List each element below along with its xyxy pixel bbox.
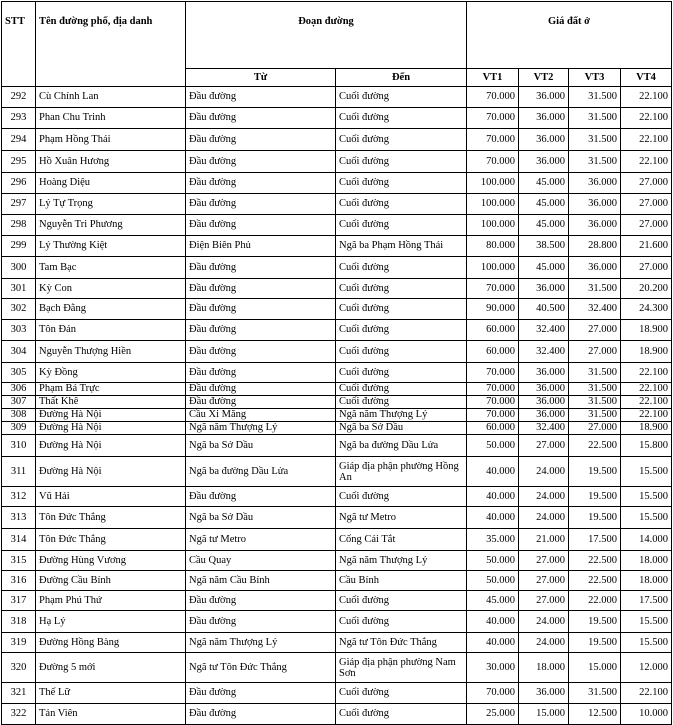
cell-street-name: Nguyễn Tri Phương [36,215,186,236]
cell-vt3: 31.500 [569,108,621,129]
cell-to: Ngã tư Tôn Đức Thắng [336,633,467,653]
cell-vt2: 32.400 [519,341,569,363]
cell-street-name: Đường Hồng Bàng [36,633,186,653]
cell-vt4: 21.600 [621,236,672,257]
header-land-price: Giá đất ở [467,2,672,69]
cell-stt: 304 [2,341,36,363]
cell-vt4: 17.500 [621,591,672,611]
cell-vt3: 17.500 [569,529,621,551]
cell-from: Ngã năm Thượng Lý [186,633,336,653]
cell-stt: 298 [2,215,36,236]
table-row [2,487,672,507]
cell-vt1: 100.000 [467,257,519,279]
cell-to: Cuối đường [336,299,467,320]
cell-street-name: Hoàng Diệu [36,173,186,194]
cell-to: Ngã tư Metro [336,507,467,529]
cell-vt4: 15.500 [621,611,672,633]
cell-vt3: 31.500 [569,683,621,704]
cell-vt3: 36.000 [569,257,621,279]
cell-street-name: Đường Hà Nội [36,409,186,422]
cell-from: Đầu đường [186,108,336,129]
cell-vt4: 18.900 [621,320,672,341]
cell-vt4: 27.000 [621,215,672,236]
cell-vt1: 40.000 [467,633,519,653]
cell-vt1: 70.000 [467,108,519,129]
header-from: Từ [186,69,336,87]
cell-from: Đầu đường [186,194,336,215]
cell-vt3: 12.500 [569,704,621,725]
cell-vt3: 31.500 [569,151,621,173]
cell-from: Ngã tư Metro [186,529,336,551]
header-vt4: VT4 [621,69,672,87]
cell-vt4: 15.500 [621,457,672,487]
header-stt: STT [2,2,36,87]
table-row [2,108,672,129]
cell-from: Đầu đường [186,487,336,507]
cell-to: Cuối đường [336,611,467,633]
cell-from: Đầu đường [186,151,336,173]
cell-vt4: 15.800 [621,435,672,457]
table-row [2,173,672,194]
cell-vt1: 100.000 [467,173,519,194]
header-segment: Đoạn đường [186,2,467,69]
cell-to: Cống Cái Tắt [336,529,467,551]
cell-stt: 306 [2,383,36,396]
table-row [2,551,672,571]
cell-vt4: 18.000 [621,571,672,591]
cell-from: Ngã ba Sở Dầu [186,507,336,529]
cell-to: Cuối đường [336,87,467,108]
cell-to: Cuối đường [336,151,467,173]
cell-vt2: 24.000 [519,487,569,507]
cell-vt3: 19.500 [569,457,621,487]
cell-vt3: 31.500 [569,383,621,396]
cell-vt4: 18.900 [621,422,672,435]
table-row [2,591,672,611]
table-row [2,683,672,704]
cell-vt3: 27.000 [569,320,621,341]
cell-to: Ngã ba Phạm Hồng Thái [336,236,467,257]
cell-vt4: 22.100 [621,151,672,173]
cell-stt: 292 [2,87,36,108]
cell-to: Ngã năm Thượng Lý [336,551,467,571]
cell-to: Cuối đường [336,591,467,611]
cell-vt2: 18.000 [519,653,569,683]
cell-stt: 302 [2,299,36,320]
cell-to: Cuối đường [336,683,467,704]
cell-street-name: Tôn Đức Thắng [36,529,186,551]
cell-vt2: 45.000 [519,194,569,215]
cell-vt3: 22.500 [569,551,621,571]
cell-vt1: 100.000 [467,194,519,215]
cell-vt4: 27.000 [621,257,672,279]
cell-vt1: 70.000 [467,87,519,108]
cell-street-name: Hồ Xuân Hương [36,151,186,173]
cell-vt3: 31.500 [569,363,621,383]
cell-to: Ngã ba đường Dầu Lửa [336,435,467,457]
cell-vt4: 22.100 [621,363,672,383]
cell-vt3: 31.500 [569,409,621,422]
cell-vt2: 24.000 [519,611,569,633]
table-row [2,279,672,299]
cell-street-name: Nguyễn Thượng Hiền [36,341,186,363]
cell-street-name: Thế Lữ [36,683,186,704]
cell-from: Đầu đường [186,383,336,396]
cell-vt1: 70.000 [467,383,519,396]
cell-stt: 314 [2,529,36,551]
cell-vt1: 40.000 [467,487,519,507]
cell-from: Đầu đường [186,279,336,299]
cell-stt: 312 [2,487,36,507]
cell-stt: 316 [2,571,36,591]
cell-from: Đầu đường [186,704,336,725]
cell-to: Cuối đường [336,487,467,507]
table-row [2,194,672,215]
cell-street-name: Đường Hà Nội [36,422,186,435]
cell-stt: 315 [2,551,36,571]
cell-from: Đầu đường [186,215,336,236]
cell-vt3: 36.000 [569,215,621,236]
cell-street-name: Đường 5 mới [36,653,186,683]
cell-to: Giáp địa phận phường Nam Sơn [336,653,467,683]
cell-to: Ngã năm Thượng Lý [336,409,467,422]
cell-vt4: 10.000 [621,704,672,725]
cell-vt2: 38.500 [519,236,569,257]
table-row [2,151,672,173]
cell-from: Đầu đường [186,299,336,320]
cell-street-name: Lý Tự Trọng [36,194,186,215]
cell-from: Đầu đường [186,129,336,151]
cell-street-name: Cù Chính Lan [36,87,186,108]
cell-vt4: 22.100 [621,409,672,422]
cell-vt4: 12.000 [621,653,672,683]
cell-to: Cuối đường [336,129,467,151]
cell-to: Cuối đường [336,396,467,409]
cell-vt2: 27.000 [519,571,569,591]
cell-vt3: 36.000 [569,194,621,215]
cell-from: Đầu đường [186,341,336,363]
cell-vt1: 70.000 [467,363,519,383]
cell-stt: 303 [2,320,36,341]
cell-vt2: 40.500 [519,299,569,320]
cell-vt1: 40.000 [467,611,519,633]
cell-vt3: 19.500 [569,507,621,529]
cell-from: Đầu đường [186,396,336,409]
table-row [2,363,672,383]
cell-vt4: 15.500 [621,487,672,507]
cell-stt: 294 [2,129,36,151]
cell-vt4: 27.000 [621,194,672,215]
cell-stt: 299 [2,236,36,257]
cell-vt2: 36.000 [519,129,569,151]
cell-vt3: 19.500 [569,611,621,633]
table-row [2,129,672,151]
cell-vt1: 60.000 [467,341,519,363]
table-row [2,257,672,279]
cell-stt: 293 [2,108,36,129]
table-row [2,435,672,457]
cell-stt: 295 [2,151,36,173]
cell-to: Cuối đường [336,383,467,396]
cell-from: Cầu Quay [186,551,336,571]
cell-to: Cuối đường [336,194,467,215]
cell-vt2: 24.000 [519,457,569,487]
cell-vt4: 18.000 [621,551,672,571]
cell-vt2: 36.000 [519,683,569,704]
cell-from: Đầu đường [186,363,336,383]
cell-vt2: 36.000 [519,409,569,422]
cell-vt3: 31.500 [569,129,621,151]
cell-vt2: 36.000 [519,151,569,173]
cell-vt2: 15.000 [519,704,569,725]
table-row [2,215,672,236]
header-vt3: VT3 [569,69,621,87]
cell-street-name: Đường Hà Nội [36,435,186,457]
table-row [2,704,672,725]
cell-vt4: 15.500 [621,633,672,653]
cell-stt: 310 [2,435,36,457]
cell-to: Cuối đường [336,173,467,194]
cell-from: Đầu đường [186,87,336,108]
table-row [2,457,672,487]
cell-vt4: 22.100 [621,383,672,396]
cell-vt1: 70.000 [467,279,519,299]
cell-vt2: 32.400 [519,422,569,435]
table-row [2,611,672,633]
cell-street-name: Đường Hà Nội [36,457,186,487]
cell-street-name: Kỳ Con [36,279,186,299]
cell-vt2: 36.000 [519,108,569,129]
cell-vt2: 24.000 [519,507,569,529]
cell-street-name: Phạm Hồng Thái [36,129,186,151]
cell-vt2: 21.000 [519,529,569,551]
cell-street-name: Kỳ Đồng [36,363,186,383]
cell-vt1: 70.000 [467,151,519,173]
cell-street-name: Thất Khê [36,396,186,409]
cell-stt: 317 [2,591,36,611]
cell-street-name: Vũ Hải [36,487,186,507]
header-to: Đến [336,69,467,87]
cell-to: Giáp địa phận phường Hồng An [336,457,467,487]
cell-stt: 305 [2,363,36,383]
table-row [2,383,672,396]
cell-street-name: Lý Thường Kiệt [36,236,186,257]
cell-vt3: 28.800 [569,236,621,257]
cell-vt2: 45.000 [519,173,569,194]
cell-vt1: 25.000 [467,704,519,725]
cell-vt3: 31.500 [569,396,621,409]
cell-stt: 297 [2,194,36,215]
cell-street-name: Phan Chu Trinh [36,108,186,129]
cell-stt: 318 [2,611,36,633]
cell-from: Đầu đường [186,611,336,633]
table-row [2,396,672,409]
cell-vt1: 70.000 [467,396,519,409]
cell-stt: 321 [2,683,36,704]
cell-stt: 311 [2,457,36,487]
cell-stt: 296 [2,173,36,194]
cell-from: Ngã năm Cầu Bính [186,571,336,591]
cell-from: Cầu Xi Măng [186,409,336,422]
cell-vt3: 15.000 [569,653,621,683]
cell-vt2: 45.000 [519,215,569,236]
cell-street-name: Phạm Bá Trực [36,383,186,396]
table-row [2,299,672,320]
cell-vt2: 45.000 [519,257,569,279]
cell-to: Cuối đường [336,215,467,236]
cell-vt1: 100.000 [467,215,519,236]
cell-vt3: 27.000 [569,341,621,363]
cell-to: Cuối đường [336,704,467,725]
table-row [2,529,672,551]
cell-vt4: 22.100 [621,129,672,151]
cell-from: Ngã tư Tôn Đức Thắng [186,653,336,683]
land-price-table [1,1,672,725]
table-row [2,87,672,108]
cell-stt: 308 [2,409,36,422]
cell-vt2: 27.000 [519,591,569,611]
cell-vt3: 22.500 [569,435,621,457]
cell-vt3: 22.500 [569,571,621,591]
cell-vt2: 36.000 [519,363,569,383]
cell-vt1: 35.000 [467,529,519,551]
cell-stt: 300 [2,257,36,279]
cell-vt3: 32.400 [569,299,621,320]
cell-vt1: 70.000 [467,683,519,704]
cell-vt1: 70.000 [467,409,519,422]
table-row [2,633,672,653]
cell-to: Cuối đường [336,108,467,129]
cell-vt3: 19.500 [569,633,621,653]
cell-vt2: 27.000 [519,551,569,571]
cell-vt4: 27.000 [621,173,672,194]
cell-vt2: 24.000 [519,633,569,653]
table-row [2,341,672,363]
cell-street-name: Hạ Lý [36,611,186,633]
cell-vt3: 22.000 [569,591,621,611]
cell-stt: 307 [2,396,36,409]
cell-stt: 309 [2,422,36,435]
cell-street-name: Bạch Đằng [36,299,186,320]
cell-vt1: 70.000 [467,129,519,151]
cell-vt1: 45.000 [467,591,519,611]
cell-from: Ngã năm Thượng Lý [186,422,336,435]
cell-vt2: 32.400 [519,320,569,341]
cell-street-name: Tản Viên [36,704,186,725]
cell-vt1: 60.000 [467,320,519,341]
cell-street-name: Đường Cầu Bính [36,571,186,591]
cell-vt4: 22.100 [621,87,672,108]
cell-vt1: 80.000 [467,236,519,257]
cell-to: Cầu Bính [336,571,467,591]
table-row [2,507,672,529]
table-row [2,653,672,683]
cell-stt: 319 [2,633,36,653]
cell-vt1: 50.000 [467,551,519,571]
cell-vt4: 20.200 [621,279,672,299]
cell-to: Cuối đường [336,257,467,279]
table-row [2,236,672,257]
cell-street-name: Tôn Đản [36,320,186,341]
cell-vt1: 90.000 [467,299,519,320]
cell-to: Cuối đường [336,341,467,363]
table-row [2,571,672,591]
cell-stt: 322 [2,704,36,725]
cell-to: Cuối đường [336,320,467,341]
cell-from: Ngã ba đường Dầu Lửa [186,457,336,487]
cell-vt3: 27.000 [569,422,621,435]
table-row [2,422,672,435]
cell-from: Đầu đường [186,683,336,704]
cell-from: Đầu đường [186,173,336,194]
table-body [2,87,672,725]
cell-vt2: 36.000 [519,279,569,299]
cell-from: Ngã ba Sở Dầu [186,435,336,457]
cell-to: Cuối đường [336,279,467,299]
table-row [2,409,672,422]
cell-vt4: 22.100 [621,683,672,704]
cell-vt1: 50.000 [467,571,519,591]
table-row [2,320,672,341]
cell-vt1: 30.000 [467,653,519,683]
cell-vt4: 14.000 [621,529,672,551]
header-vt1: VT1 [467,69,519,87]
cell-stt: 313 [2,507,36,529]
cell-vt2: 36.000 [519,87,569,108]
cell-street-name: Tam Bạc [36,257,186,279]
header-vt2: VT2 [519,69,569,87]
cell-from: Đầu đường [186,320,336,341]
cell-vt1: 50.000 [467,435,519,457]
cell-vt4: 18.900 [621,341,672,363]
cell-from: Điện Biên Phủ [186,236,336,257]
cell-street-name: Phạm Phú Thứ [36,591,186,611]
cell-stt: 320 [2,653,36,683]
cell-vt4: 24.300 [621,299,672,320]
cell-to: Ngã ba Sở Dầu [336,422,467,435]
cell-street-name: Đường Hùng Vương [36,551,186,571]
cell-vt3: 31.500 [569,279,621,299]
header-street-name: Tên đường phố, địa danh [36,2,186,87]
cell-vt3: 36.000 [569,173,621,194]
cell-vt1: 40.000 [467,507,519,529]
cell-from: Đầu đường [186,591,336,611]
cell-stt: 301 [2,279,36,299]
cell-vt3: 31.500 [569,87,621,108]
cell-vt1: 60.000 [467,422,519,435]
header-row-1 [2,2,672,69]
cell-street-name: Tôn Đức Thắng [36,507,186,529]
cell-vt4: 15.500 [621,507,672,529]
cell-vt2: 36.000 [519,396,569,409]
cell-vt2: 36.000 [519,383,569,396]
cell-vt2: 27.000 [519,435,569,457]
cell-from: Đầu đường [186,257,336,279]
cell-vt4: 22.100 [621,396,672,409]
cell-vt4: 22.100 [621,108,672,129]
cell-vt1: 40.000 [467,457,519,487]
cell-to: Cuối đường [336,363,467,383]
cell-vt3: 19.500 [569,487,621,507]
